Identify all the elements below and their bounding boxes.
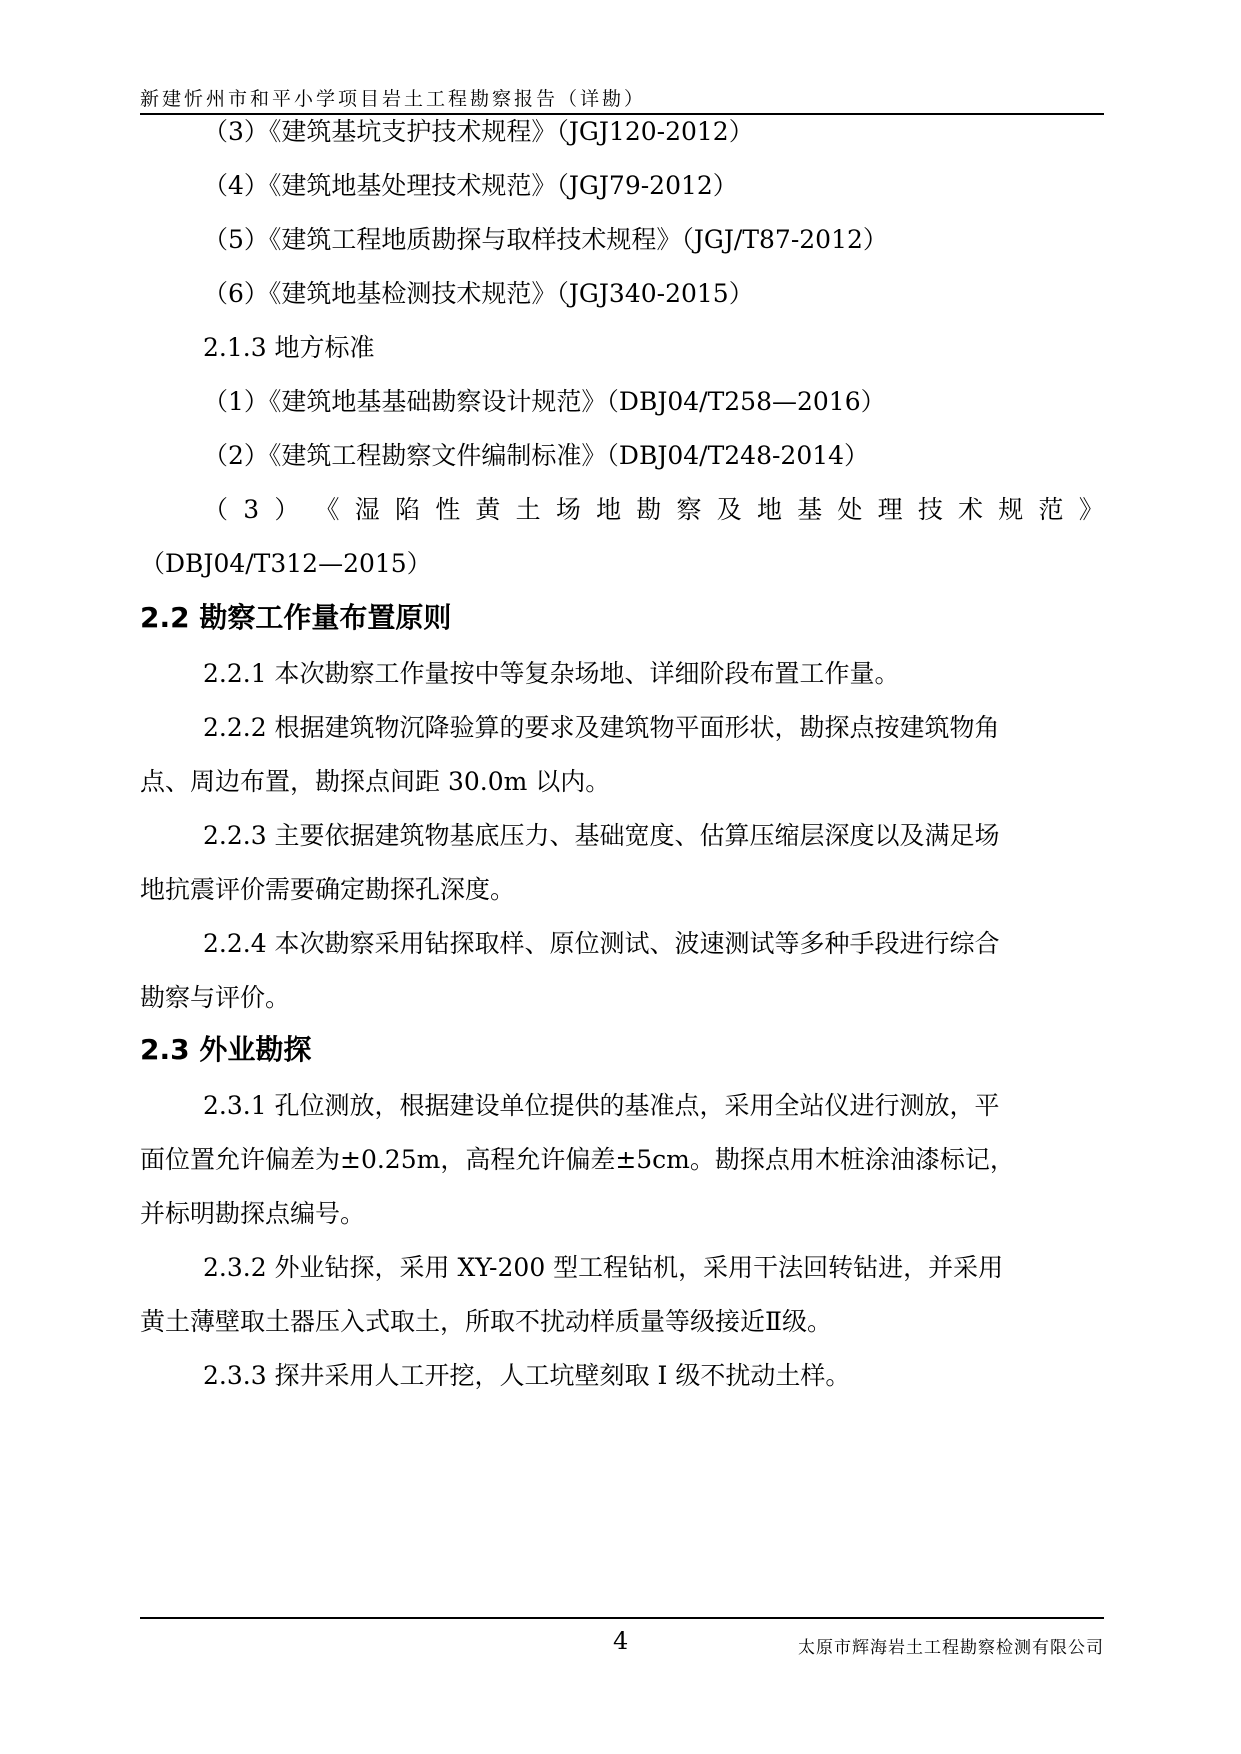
- justified-char: ）: [274, 495, 300, 524]
- justified-char: 范: [1038, 495, 1064, 524]
- justified-char: 场: [555, 495, 581, 524]
- justified-char: 规: [998, 495, 1024, 524]
- local-standards-heading: 2.1.3 地方标准: [203, 333, 375, 362]
- justified-char: 术: [958, 495, 984, 524]
- paragraph-2-2-1: 2.2.1 本次勘察工作量按中等复杂场地、详细阶段布置工作量。: [203, 659, 900, 688]
- justified-char: 陷: [394, 495, 420, 524]
- justified-char: 地: [756, 495, 782, 524]
- footer-company-name: 太原市辉海岩土工程勘察检测有限公司: [798, 1638, 1104, 1658]
- justified-char: 勘: [636, 495, 662, 524]
- section-2-3-title: 2.3 外业勘探: [140, 1033, 312, 1066]
- paragraph-2-3-1-line2: 面位置允许偏差为±0.25m，高程允许偏差±5cm。勘探点用木桩涂油漆标记，: [140, 1145, 1015, 1174]
- local-standard-item-1: （1）《建筑地基基础勘察设计规范》（DBJ04/T258—2016）: [203, 387, 886, 416]
- justified-char: 地: [596, 495, 622, 524]
- justified-char: （: [203, 495, 229, 524]
- local-standard-item-2: （2）《建筑工程勘察文件编制标准》（DBJ04/T248-2014）: [203, 441, 870, 470]
- justified-char: 》: [1078, 495, 1104, 524]
- justified-char: 基: [797, 495, 823, 524]
- paragraph-2-3-2-line2: 黄土薄壁取土器压入式取土，所取不扰动样质量等级接近Ⅱ级。: [140, 1307, 832, 1336]
- standard-item-6: （6）《建筑地基检测技术规范》（JGJ340-2015）: [203, 279, 754, 308]
- standard-item-3: （3）《建筑基坑支护技术规程》（JGJ120-2012）: [203, 117, 754, 146]
- justified-char: 黄: [475, 495, 501, 524]
- page-header-title: 新建忻州市和平小学项目岩土工程勘察报告（详勘）: [140, 88, 647, 110]
- justified-char: 察: [676, 495, 702, 524]
- justified-char: 性: [435, 495, 461, 524]
- justified-char: 处: [837, 495, 863, 524]
- section-2-2-title: 2.2 勘察工作量布置原则: [140, 601, 452, 634]
- justified-char: 《: [314, 495, 340, 524]
- justified-char: 理: [877, 495, 903, 524]
- paragraph-2-2-2-line1: 2.2.2 根据建筑物沉降验算的要求及建筑物平面形状，勘探点按建筑物角: [203, 713, 1000, 742]
- local-standard-item-3-line1: [203, 493, 1104, 527]
- paragraph-2-3-1-line1: 2.3.1 孔位测放，根据建设单位提供的基准点，采用全站仪进行测放，平: [203, 1091, 1000, 1120]
- standard-item-4: （4）《建筑地基处理技术规范》（JGJ79-2012）: [203, 171, 738, 200]
- justified-char: 土: [515, 495, 541, 524]
- paragraph-2-3-1-line3: 并标明勘探点编号。: [140, 1199, 366, 1228]
- local-standard-item-3-line2: （DBJ04/T312—2015）: [140, 549, 432, 578]
- paragraph-2-2-4-line2: 勘察与评价。: [140, 983, 291, 1012]
- justified-char: 及: [716, 495, 742, 524]
- paragraph-2-3-2-line1: 2.3.2 外业钻探，采用 XY-200 型工程钻机，采用干法回转钻进，并采用: [203, 1253, 1004, 1282]
- paragraph-2-3-3: 2.3.3 探井采用人工开挖，人工坑壁刻取 I 级不扰动土样。: [203, 1361, 851, 1390]
- paragraph-2-2-3-line1: 2.2.3 主要依据建筑物基底压力、基础宽度、估算压缩层深度以及满足场: [203, 821, 1000, 850]
- justified-char: 3: [243, 495, 260, 524]
- justified-char: 技: [917, 495, 943, 524]
- standard-item-5: （5）《建筑工程地质勘探与取样技术规程》（JGJ/T87-2012）: [203, 225, 888, 254]
- page-number: 4: [613, 1627, 629, 1655]
- paragraph-2-2-4-line1: 2.2.4 本次勘察采用钻探取样、原位测试、波速测试等多种手段进行综合: [203, 929, 1000, 958]
- justified-char: 湿: [354, 495, 380, 524]
- paragraph-2-2-3-line2: 地抗震评价需要确定勘探孔深度。: [140, 875, 516, 904]
- footer-rule: [140, 1617, 1104, 1619]
- paragraph-2-2-2-line2: 点、周边布置，勘探点间距 30.0m 以内。: [140, 767, 611, 796]
